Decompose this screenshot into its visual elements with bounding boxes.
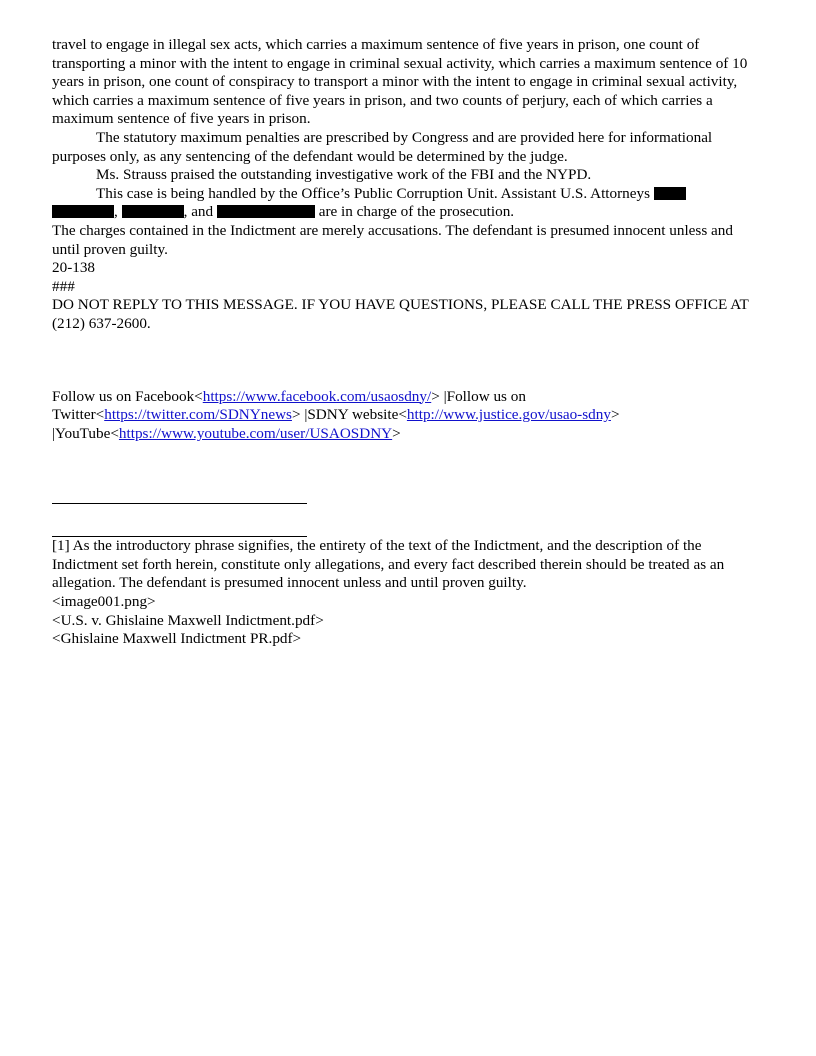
- paragraph-praise: Ms. Strauss praised the outstanding investigative work of the FBI and the NYPD.: [96, 166, 592, 184]
- end-of-release-marker: ###: [52, 277, 75, 295]
- handling-and-text: , and: [183, 203, 217, 221]
- attachment-item: <U.S. v. Ghislaine Maxwell Indictment.pdf>: [52, 611, 324, 629]
- document-body: [52, 36, 764, 649]
- attachment-item: <image001.png>: [52, 593, 156, 611]
- handling-suffix-text: are in charge of the prosecution.: [318, 203, 515, 221]
- horizontal-rule: [52, 503, 307, 504]
- website-suffix-text: >: [610, 406, 620, 424]
- facebook-link[interactable]: https://www.facebook.com/usaosdny/: [202, 387, 432, 405]
- twitter-link[interactable]: https://twitter.com/SDNYnews: [104, 406, 292, 424]
- sdny-website-link[interactable]: http://www.justice.gov/usao-sdny: [406, 406, 611, 424]
- youtube-prefix-text: |YouTube<: [52, 424, 119, 442]
- handling-comma-text: ,: [114, 203, 122, 221]
- twitter-suffix-text: > |SDNY website<: [291, 406, 407, 424]
- case-number: 20-138: [52, 259, 96, 277]
- attachment-item: <Ghislaine Maxwell Indictment PR.pdf>: [52, 630, 302, 648]
- paragraph-charges-continuation: travel to engage in illegal sex acts, which carries a maximum sentence of five years in prison, one count of transporting a minor with the intent to engage in criminal sexual activity, which carries a maximum sentence of 10 years in prison, one count of conspiracy to transport a minor with the intent to engage in criminal sexual activity, which carries a maximum sentence of five years in prison, and two counts of perjury, each of which carries a maximum sentence of five years in prison.: [52, 36, 748, 128]
- redaction-block-attorney-3: [122, 205, 184, 218]
- youtube-link[interactable]: https://www.youtube.com/user/USAOSDNY: [118, 424, 393, 442]
- redaction-block-attorney-4: [217, 205, 315, 218]
- paragraph-statutory-note: The statutory maximum penalties are prescribed by Congress and are provided here for informational purposes only, as any sentencing of the defendant would be determined by the judge.: [52, 128, 713, 165]
- redaction-block-attorney-2: [52, 205, 114, 218]
- footnote-separator-1: [52, 503, 764, 504]
- social-links-block: [52, 388, 764, 444]
- facebook-prefix-text: Follow us on Facebook<: [52, 387, 203, 405]
- attachment-list: [52, 593, 764, 649]
- redaction-block-attorney-1: [654, 187, 686, 200]
- handling-prefix-text: This case is being handled by the Office’s Public Corruption Unit. Assistant U.S. Attorneys: [96, 184, 651, 202]
- paragraph-presumption: The charges contained in the Indictment are merely accusations. The defendant is presumed innocent unless and until proven guilty.: [52, 221, 733, 258]
- paragraph-handling: [52, 185, 764, 222]
- twitter-prefix-text: Twitter<: [52, 406, 105, 424]
- youtube-suffix-text: >: [392, 424, 401, 442]
- reply-notice: DO NOT REPLY TO THIS MESSAGE. IF YOU HAVE QUESTIONS, PLEASE CALL THE PRESS OFFICE AT (212) 637-2600.: [52, 296, 749, 332]
- footnote-text: [1] As the introductory phrase signifies, the entirety of the text of the Indictment, and the description of the Indictment set forth herein, constitute only allegations, and every fact described therein should be treated as an allegation. The defendant is presumed innocent unless and until proven guilty.: [52, 537, 725, 592]
- facebook-suffix-text: > |Follow us on: [431, 387, 526, 405]
